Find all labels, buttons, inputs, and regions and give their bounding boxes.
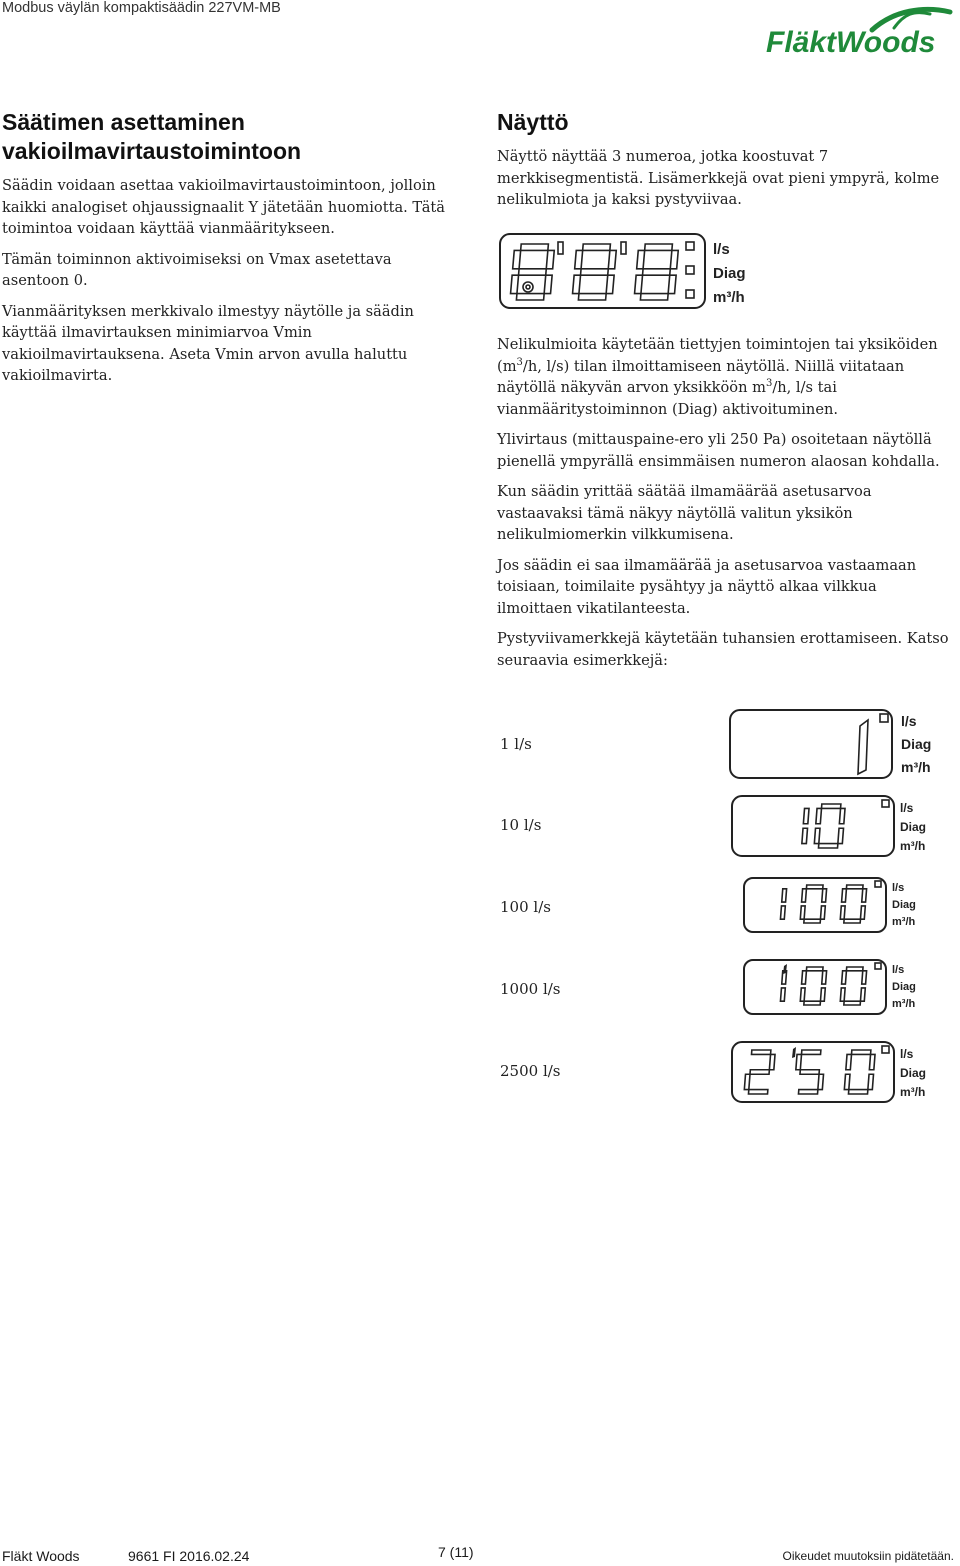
digit-segment [814, 828, 820, 843]
digit-segment [751, 1050, 770, 1054]
paragraph: Kun säädin yrittää säätää ilmamäärää asetusarvoa vastaavaksi tämä näkyy näytöllä valitun yksikön nelikulmiomerkin vilkkumisena. [497, 483, 872, 543]
digit-segment [780, 906, 785, 919]
digit-segment [796, 1054, 802, 1069]
digit-segment [862, 971, 867, 984]
digit-segment [801, 1050, 820, 1054]
example-label: 100 l/s [500, 898, 551, 916]
unit-ls-label: l/s [900, 801, 914, 815]
digit-segment [862, 889, 867, 902]
unit-ls-label: l/s [900, 1047, 914, 1061]
digit-segment [573, 275, 581, 293]
digit-segment [804, 1001, 821, 1005]
unit-m3h-label: m³/h [892, 916, 916, 928]
digit-segment [578, 294, 606, 300]
digit-segment [802, 828, 808, 843]
digit-segment [519, 269, 547, 275]
digit-segment [643, 269, 671, 275]
paragraph: Vianmäärityksen merkkivalo ilmestyy näytölle ja säädin käyttää ilmavirtauksen minimiarvoa Vmin vakioilmavirtauksena. Aseta Vmin arvon avulla haluttu vakioilmavirta. [2, 302, 414, 384]
unit-ls-label: l/s [901, 713, 917, 729]
digit-segment [844, 919, 861, 923]
digit-segment [521, 244, 549, 250]
digit-segment [608, 250, 616, 268]
digit-segment [851, 1050, 870, 1054]
unit-m3h-label: m³/h [900, 1085, 926, 1099]
digit-segment [840, 906, 845, 919]
unit-ls-label: l/s [713, 241, 730, 258]
digit-segment [840, 988, 845, 1001]
digit-segment [748, 1090, 767, 1094]
digit-segment [800, 906, 805, 919]
digit-segment [806, 885, 823, 889]
digit-segment [750, 1070, 769, 1074]
display-example-1 [728, 708, 940, 782]
digit-segment [769, 1054, 775, 1069]
unit-diag-label: Diag [713, 265, 746, 282]
digit-segment [820, 988, 825, 1001]
display-example-10 [730, 794, 940, 860]
example-label: 1000 l/s [500, 980, 561, 998]
paragraph: Jos säädin ei saa ilmamäärää ja asetusarvoa vastaamaan toisiaan, toimilaite pysähtyy ja näyttö alkaa vilkkua ilmoittaen vikatilanteesta. [497, 556, 917, 617]
digit-segment [640, 294, 668, 300]
text-run: /h, l/s) tilan ilmoittamiseen näytöllä. Niillä viitataan näytöllä näkyvän arvon yksikköön m [497, 357, 905, 396]
digit-segment [581, 269, 609, 275]
example-label: 1 l/s [500, 735, 532, 753]
unit-diag-label: Diag [900, 1066, 927, 1080]
digit-segment [516, 294, 544, 300]
digit-segment [848, 1090, 867, 1094]
digit-segment [802, 971, 807, 984]
heading-line-2: vakioilmavirtaustoimintoon [2, 138, 302, 164]
unit-diag-label: Diag [901, 736, 932, 752]
example-label: 2500 l/s [500, 1062, 561, 1080]
display-diagram-main [498, 232, 760, 312]
digit-segment [816, 808, 822, 823]
unit-m3h-label: m³/h [892, 998, 916, 1010]
text-run: Nelikulmioita käytetään tiettyjen toimintojen tai yksiköiden (m [497, 336, 938, 375]
unit-diag-label: Diag [892, 981, 916, 993]
flaktwoods-logo [764, 4, 956, 74]
digit-segment [782, 889, 787, 902]
superscript: 3 [765, 378, 773, 390]
digit-segment [668, 275, 676, 293]
digit-segment [744, 1074, 750, 1089]
section-heading-display: Näyttö [497, 109, 569, 135]
footer-rights-notice: Oikeudet muutoksiin pidätetään. [782, 1549, 954, 1563]
digit-segment [804, 919, 821, 923]
digit-segment [844, 1001, 861, 1005]
digit-segment [846, 967, 863, 971]
svg-text:FläktWoods: FläktWoods [766, 26, 936, 59]
digit-segment [575, 250, 583, 268]
digit-segment [802, 889, 807, 902]
digit-segment [846, 885, 863, 889]
right-column-lower [497, 334, 949, 680]
paragraph: Näyttö näyttää 3 numeroa, jotka koostuvat 7 merkkisegmentistä. Lisämerkkejä ovat pieni ympyrä, kolme nelikulmiota ja kaksi pystyviivaa. [497, 148, 940, 208]
heading-line-1: Säätimen asettaminen [2, 109, 245, 135]
paragraph: Tämän toiminnon aktivoimiseksi on Vmax asetettava asentoon 0. [2, 250, 392, 289]
digit-segment [868, 1074, 874, 1089]
unit-m3h-label: m³/h [901, 759, 931, 775]
digit-segment [838, 828, 844, 843]
digit-segment [800, 988, 805, 1001]
left-column [2, 108, 452, 396]
unit-diag-label: Diag [892, 899, 916, 911]
digit-segment [860, 988, 865, 1001]
digit-segment [798, 1090, 817, 1094]
unit-ls-label: l/s [892, 964, 905, 976]
text-run: /h, l/s tai vianmääritystoiminnon (Diag) aktivoituminen. [497, 379, 838, 418]
digit-segment [818, 844, 837, 848]
digit-segment [637, 250, 645, 268]
paragraph: Säädin voidaan asettaa vakioilmavirtaustoimintoon, jolloin kaikki analogiset ohjaussignaalit Y jätetään huomiotta. Tätä toimintoa voidaan käyttää vianmääritykseen. [2, 177, 445, 237]
display-example-100 [742, 876, 932, 936]
right-column [497, 108, 947, 220]
digit-segment [860, 906, 865, 919]
digit-segment [803, 808, 809, 823]
digit-segment [806, 967, 823, 971]
digit-segment [822, 889, 827, 902]
digit-segment [546, 250, 554, 268]
digit-segment [821, 804, 840, 808]
paragraph-units [497, 334, 949, 420]
digit-segment [844, 1074, 850, 1089]
superscript: 3 [516, 356, 523, 368]
digit-segment [869, 1054, 875, 1069]
digit-segment [670, 250, 678, 268]
footer-document-number: 9661 FI 2016.02.24 [128, 1548, 250, 1564]
display-example-1000 [742, 958, 932, 1018]
digit-segment [780, 988, 785, 1001]
digit-segment [583, 244, 611, 250]
unit-m3h-label: m³/h [900, 839, 926, 853]
digit-segment [842, 971, 847, 984]
document-header-title: Modbus väylän kompaktisäädin 227VM-MB [2, 0, 281, 16]
digit-segment [818, 1074, 824, 1089]
paragraph: Pystyviivamerkkejä käytetään tuhansien erottamiseen. Katso seuraavia esimerkkejä: [497, 630, 949, 669]
digit-segment [839, 808, 845, 823]
digit-segment [606, 275, 614, 293]
paragraph: Ylivirtaus (mittauspaine-ero yli 250 Pa) osoitetaan näytöllä pienellä ympyrällä ensimmäisen numeron alaosan kohdalla. [497, 431, 940, 470]
example-label: 10 l/s [500, 816, 542, 834]
digit-segment [544, 275, 552, 293]
unit-diag-label: Diag [900, 820, 927, 834]
unit-m3h-label: m³/h [713, 289, 745, 306]
footer-page-number: 7 (11) [438, 1544, 474, 1560]
digit-segment [842, 889, 847, 902]
digit-segment [822, 971, 827, 984]
digit-segment [635, 275, 643, 293]
digit-segment [820, 906, 825, 919]
digit-segment [513, 250, 521, 268]
digit-segment [800, 1070, 819, 1074]
digit-segment [511, 275, 519, 293]
unit-ls-label: l/s [892, 882, 905, 894]
digit-segment [645, 244, 673, 250]
section-heading-constant-flow [2, 108, 452, 166]
display-example-2500 [730, 1040, 940, 1106]
digit-segment [846, 1054, 852, 1069]
footer-company: Fläkt Woods [2, 1548, 80, 1564]
